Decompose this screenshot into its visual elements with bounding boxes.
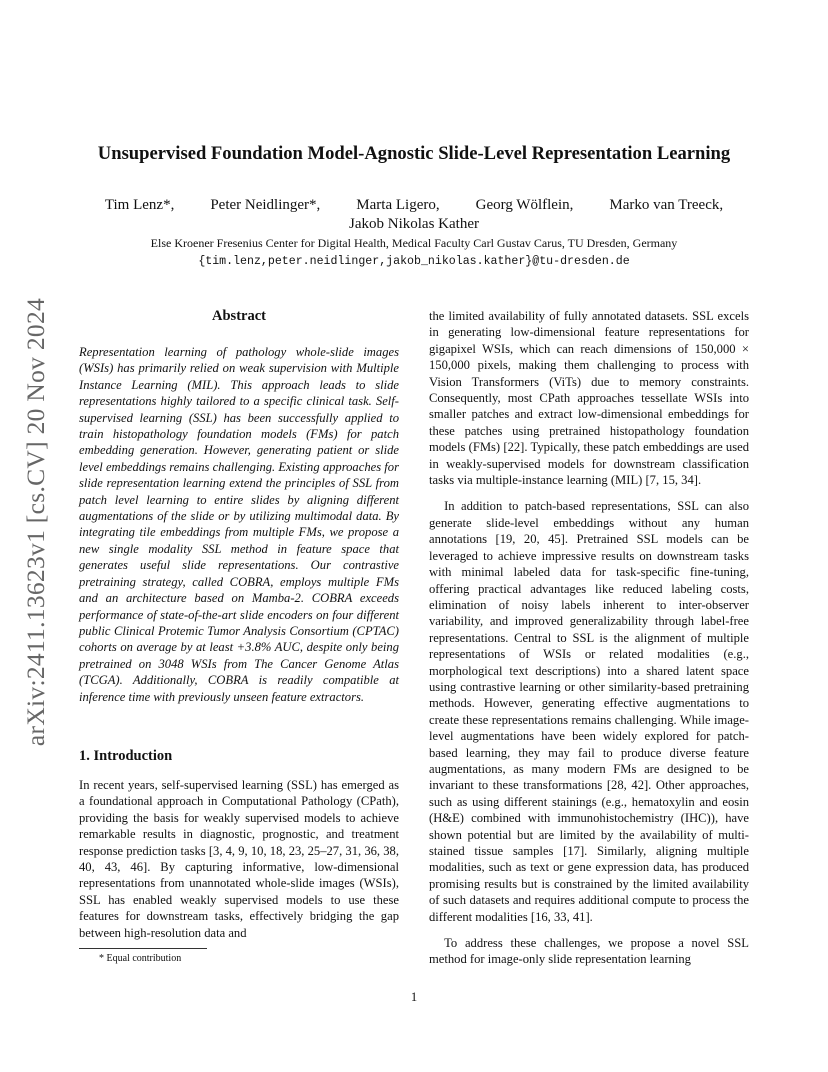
introduction-right <box>429 308 749 968</box>
footnote-rule <box>79 948 207 949</box>
paper-title: Unsupervised Foundation Model-Agnostic Slide-Level Representation Learning <box>97 143 731 164</box>
intro-paragraph-3: In addition to patch-based representations, SSL can also generate slide-level embeddings without any human annotations [19, 20, 45]. Pretrained SSL models can be leveraged to achieve impressive results on downstream tasks with minimal labeled data for task-specific fine-tuning, offering practical advantages like reduced labeling costs, elimination of noisy labels inherent to inter-observer variability, and improved generalizability through label-free representations. Central to SSL is the alignment of multiple representations of WSIs or related modalities (e.g., morphological text descriptions) into a shared latent space using contrastive learning or other similarity-based pretraining methods. However, generating effective augmentations to create these representations remains challenging. While image-level augmentations have been widely explored for patch-based learning, they may fail to produce diverse feature augmentations, as many modern FMs are designed to be invariant to these transformations [28, 42]. Other approaches, such as using different stainings (e.g., hematoxylin and eosin (H&E) combined with immunohistochemistry (IHC)), have shown potential but are limited by the availability of multi-stained tissue samples [17]. Similarly, aligning multiple modalities, such as text or gene expression data, has produced promising results but is constrained by the limited availability of such datasets and requires additional compute to process the different modalities [16, 33, 41]. <box>429 499 749 924</box>
author-6: Jakob Nikolas Kather <box>349 216 479 232</box>
footnote: * Equal contribution <box>99 953 182 964</box>
page-number: 1 <box>410 990 418 1004</box>
affiliation: Else Kroener Fresenius Center for Digital Health, Medical Faculty Carl Gustav Carus, TU Dresden, Germany <box>150 236 678 250</box>
abstract-heading: Abstract <box>212 308 266 324</box>
abstract-body <box>79 344 399 705</box>
author-1: Tim Lenz*, <box>104 197 175 213</box>
introduction-left <box>79 777 399 941</box>
author-4: Georg Wölflein, <box>475 197 574 213</box>
section-heading-introduction: 1. Introduction <box>79 748 173 764</box>
author-2: Peter Neidlinger*, <box>210 197 321 213</box>
arxiv-identifier <box>14 284 58 760</box>
intro-paragraph-4: To address these challenges, we propose a novel SSL method for image-only slide representation learning <box>429 936 749 967</box>
author-row-1 <box>60 196 768 214</box>
intro-paragraph-2: the limited availability of fully annotated datasets. SSL excels in generating low-dimensional feature representations for gigapixel WSIs, which can reach dimensions of 150,000 × 150,000 pixels, making them challenging to process with Vision Transformers (ViTs) due to memory constraints. Consequently, most CPath approaches tessellate WSIs into smaller patches and extract low-dimensional embeddings for these patches using pretrained histopathology foundation models (FMs) [22]. Typically, these patch embeddings are used in weakly-supervised models for downstream classification tasks via multiple-instance learning (MIL) [7, 15, 34]. <box>429 309 749 488</box>
arxiv-id-text: arXiv:2411.13623v1 [cs.CV] 20 Nov 2024 <box>21 297 50 747</box>
author-list <box>60 196 768 233</box>
author-emails: {tim.lenz,peter.neidlinger,jakob_nikolas.kather}@tu-dresden.de <box>198 255 630 268</box>
intro-paragraph-1: In recent years, self-supervised learning (SSL) has emerged as a foundational approach in Computational Pathology (CPath), providing the basis for weakly supervised models to achieve remarkable results in diagnostic, prognostic, and treatment response prediction tasks [3, 4, 9, 10, 18, 23, 25–27, 31, 36, 38, 40, 43, 46]. By capturing informative, low-dimensional representations from unannotated whole-slide images (WSIs), SSL has enabled weakly supervised models to use these features for downstream tasks, effectively bridging the gap between high-resolution data and <box>79 778 399 940</box>
author-5: Marko van Treeck, <box>609 197 724 213</box>
abstract-text: Representation learning of pathology whole-slide images (WSIs) has primarily relied on weak supervision with Multiple Instance Learning (MIL). This approach leads to slide representations highly tailored to a specific clinical task. Self-supervised learning (SSL) has been successfully applied to train histopathology foundation models (FMs) for patch embedding generation. However, generating patient or slide level embeddings remains challenging. Existing approaches for slide representation learning extend the principles of SSL from patch level learning to entire slides by aligning different augmentations of the slide or by utilizing multimodal data. By integrating tile embeddings from multiple FMs, we propose a new single modality SSL method in feature space that generates useful slide representations. Our contrastive pretraining strategy, called COBRA, employs multiple FMs and an architecture based on Mamba-2. COBRA exceeds performance of state-of-the-art slide encoders on four different public Clinical Protemic Tumor Analysis Consortium (CPTAC) cohorts on average by at least +3.8% AUC, despite only being pretrained on 3048 WSIs from The Cancer Genome Atlas (TCGA). Additionally, COBRA is readily compatible at inference time with previously unseen feature extractors. <box>79 345 399 704</box>
author-3: Marta Ligero, <box>356 197 440 213</box>
